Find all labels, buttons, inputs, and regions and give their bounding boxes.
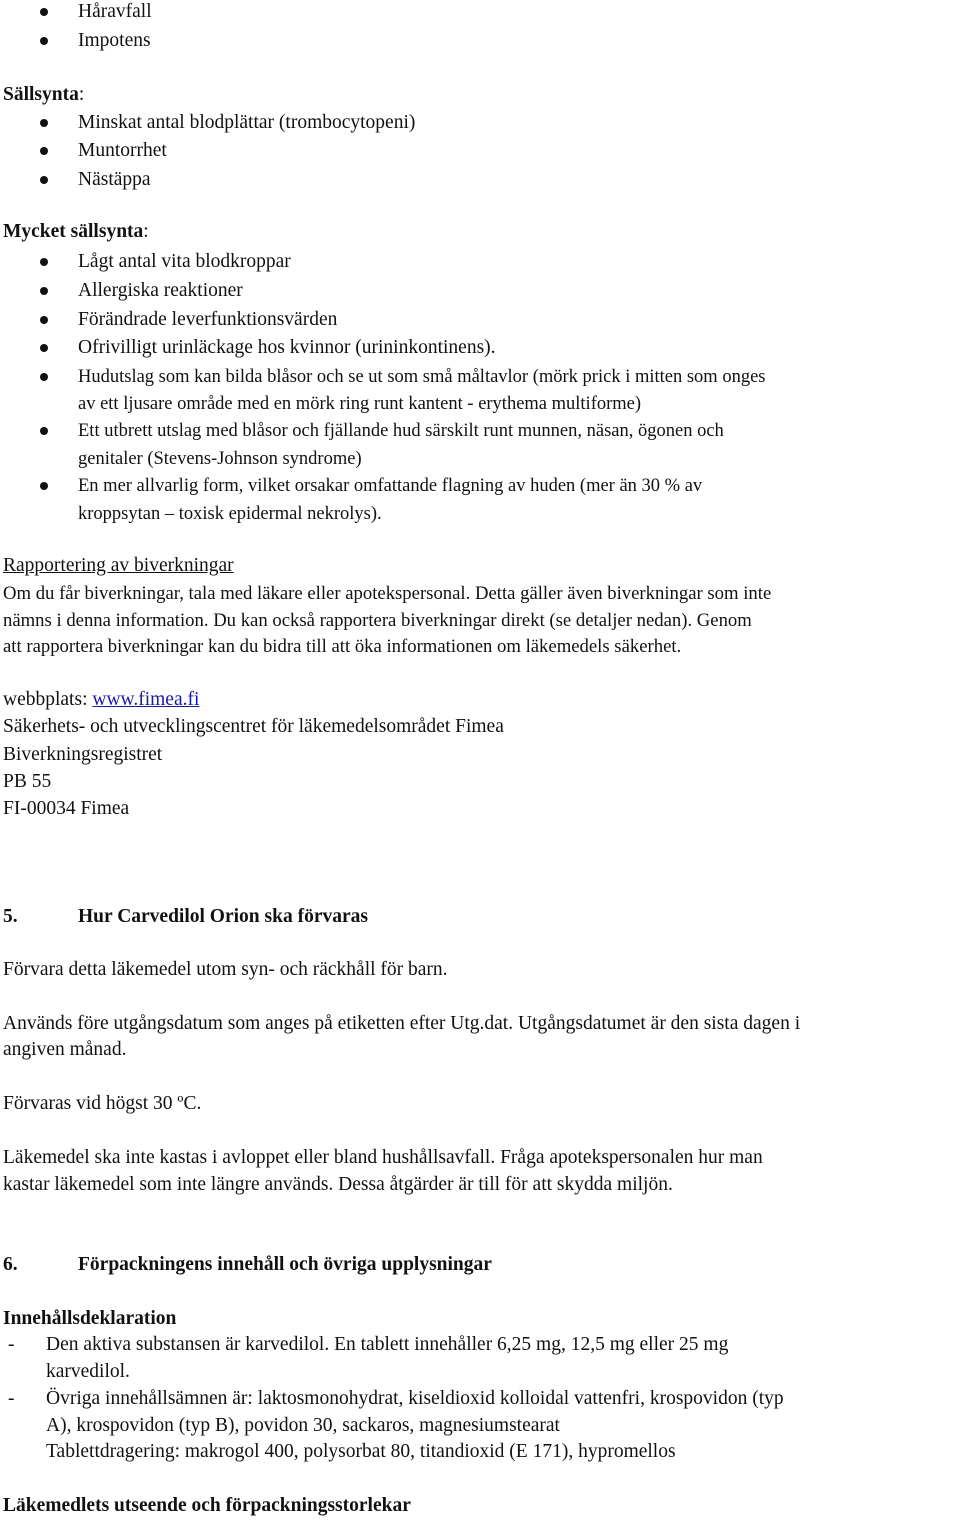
bullet-icon (40, 147, 48, 155)
ingredient-item-continuation: Tablettdragering: makrogol 400, polysorbat 80, titandioxid (E 171), hypromellos (46, 1441, 676, 1462)
disposal-paragraph-line: Läkemedel ska inte kastas i avloppet eller bland hushållsavfall. Fråga apotekspersonalen hur man (3, 1147, 763, 1168)
website-label: webbplats: (3, 689, 93, 710)
list-item-continuation: genitaler (Stevens-Johnson syndrome) (78, 449, 362, 469)
bullet-icon (40, 373, 48, 381)
ingredient-item-continuation: karvedilol. (46, 1361, 130, 1382)
section-5-title: Hur Carvedilol Orion ska förvaras (78, 906, 368, 927)
list-item-continuation: kroppsytan – toxisk epidermal nekrolys). (78, 504, 382, 524)
expiry-paragraph-line: angiven månad. (3, 1039, 127, 1060)
section-6-number: 6. (3, 1254, 18, 1275)
list-item: Lågt antal vita blodkroppar (78, 251, 291, 272)
fimea-link[interactable]: www.fimea.fi (92, 689, 200, 710)
list-item: Ett utbrett utslag med blåsor och fjällande hud särskilt runt munnen, näsan, ögonen och (78, 421, 724, 441)
rare-heading: Sällsynta (3, 84, 79, 105)
dash-marker: - (8, 1388, 15, 1409)
bullet-icon (40, 427, 48, 435)
very-rare-heading: Mycket sällsynta (3, 221, 144, 242)
reporting-text-line: att rapportera biverkningar kan du bidra till att öka informationen om läkemedels säkerhet. (3, 636, 682, 657)
address-line: FI-00034 Fimea (3, 798, 130, 819)
expiry-paragraph-line: Används före utgångsdatum som anges på etiketten efter Utg.dat. Utgångsdatumet är den sista dagen i (3, 1013, 801, 1034)
bullet-icon (40, 258, 48, 266)
bullet-icon (40, 176, 48, 184)
address-line: PB 55 (3, 771, 52, 792)
reporting-heading: Rapportering av biverkningar (3, 555, 234, 576)
bullet-icon (40, 8, 48, 16)
dash-marker: - (8, 1334, 15, 1355)
bullet-icon (40, 119, 48, 127)
bullet-icon (40, 344, 48, 352)
temperature-paragraph: Förvaras vid högst 30 ºC. (3, 1093, 202, 1114)
reporting-text-line: Om du får biverkningar, tala med läkare eller apotekspersonal. Detta gäller även biverkningar som inte (3, 583, 772, 604)
section-5-number: 5. (3, 906, 18, 927)
rare-heading-line: Sällsynta: (3, 84, 85, 105)
storage-paragraph: Förvara detta läkemedel utom syn- och räckhåll för barn. (3, 959, 448, 980)
list-item: Håravfall (78, 1, 152, 22)
ingredient-item-continuation: A), krospovidon (typ B), povidon 30, sackaros, magnesiumstearat (46, 1415, 560, 1436)
appearance-heading: Läkemedlets utseende och förpackningsstorlekar (3, 1495, 411, 1516)
list-item: En mer allvarlig form, vilket orsakar omfattande flagning av huden (mer än 30 % av (78, 476, 703, 496)
list-item: Ofrivilligt urinläckage hos kvinnor (urininkontinens). (78, 337, 496, 358)
bullet-icon (40, 316, 48, 324)
website-line (3, 687, 199, 713)
list-item: Hudutslag som kan bilda blåsor och se ut som små måltavlor (mörk prick i mitten som onges (78, 367, 766, 387)
ingredient-item: Den aktiva substansen är karvedilol. En tablett innehåller 6,25 mg, 12,5 mg eller 25 mg (46, 1334, 729, 1355)
list-item: Impotens (78, 30, 151, 51)
list-item: Allergiska reaktioner (78, 280, 243, 301)
list-item: Minskat antal blodplättar (trombocytopeni) (78, 112, 416, 133)
disposal-paragraph-line: kastar läkemedel som inte längre används. Dessa åtgärder är till för att skydda miljön. (3, 1174, 673, 1195)
ingredient-item: Övriga innehållsämnen är: laktosmonohydrat, kiseldioxid kolloidal vattenfri, krospovidon (typ (46, 1388, 784, 1409)
list-item: Förändrade leverfunktionsvärden (78, 309, 338, 330)
declaration-heading: Innehållsdeklaration (3, 1308, 177, 1329)
bullet-icon (40, 37, 48, 45)
very-rare-heading-line: Mycket sällsynta: (3, 221, 149, 242)
reporting-text-line: nämns i denna information. Du kan också rapportera biverkningar direkt (se detaljer nedan). Genom (3, 610, 752, 631)
bullet-icon (40, 482, 48, 490)
list-item-continuation: av ett ljusare område med en mörk ring runt kantent - erythema multiforme) (78, 394, 642, 414)
address-line: Biverkningsregistret (3, 744, 163, 765)
list-item: Muntorrhet (78, 140, 167, 161)
address-line: Säkerhets- och utvecklingscentret för läkemedelsområdet Fimea (3, 716, 504, 737)
list-item: Nästäppa (78, 169, 151, 190)
bullet-icon (40, 287, 48, 295)
section-6-title: Förpackningens innehåll och övriga upplysningar (78, 1254, 492, 1275)
